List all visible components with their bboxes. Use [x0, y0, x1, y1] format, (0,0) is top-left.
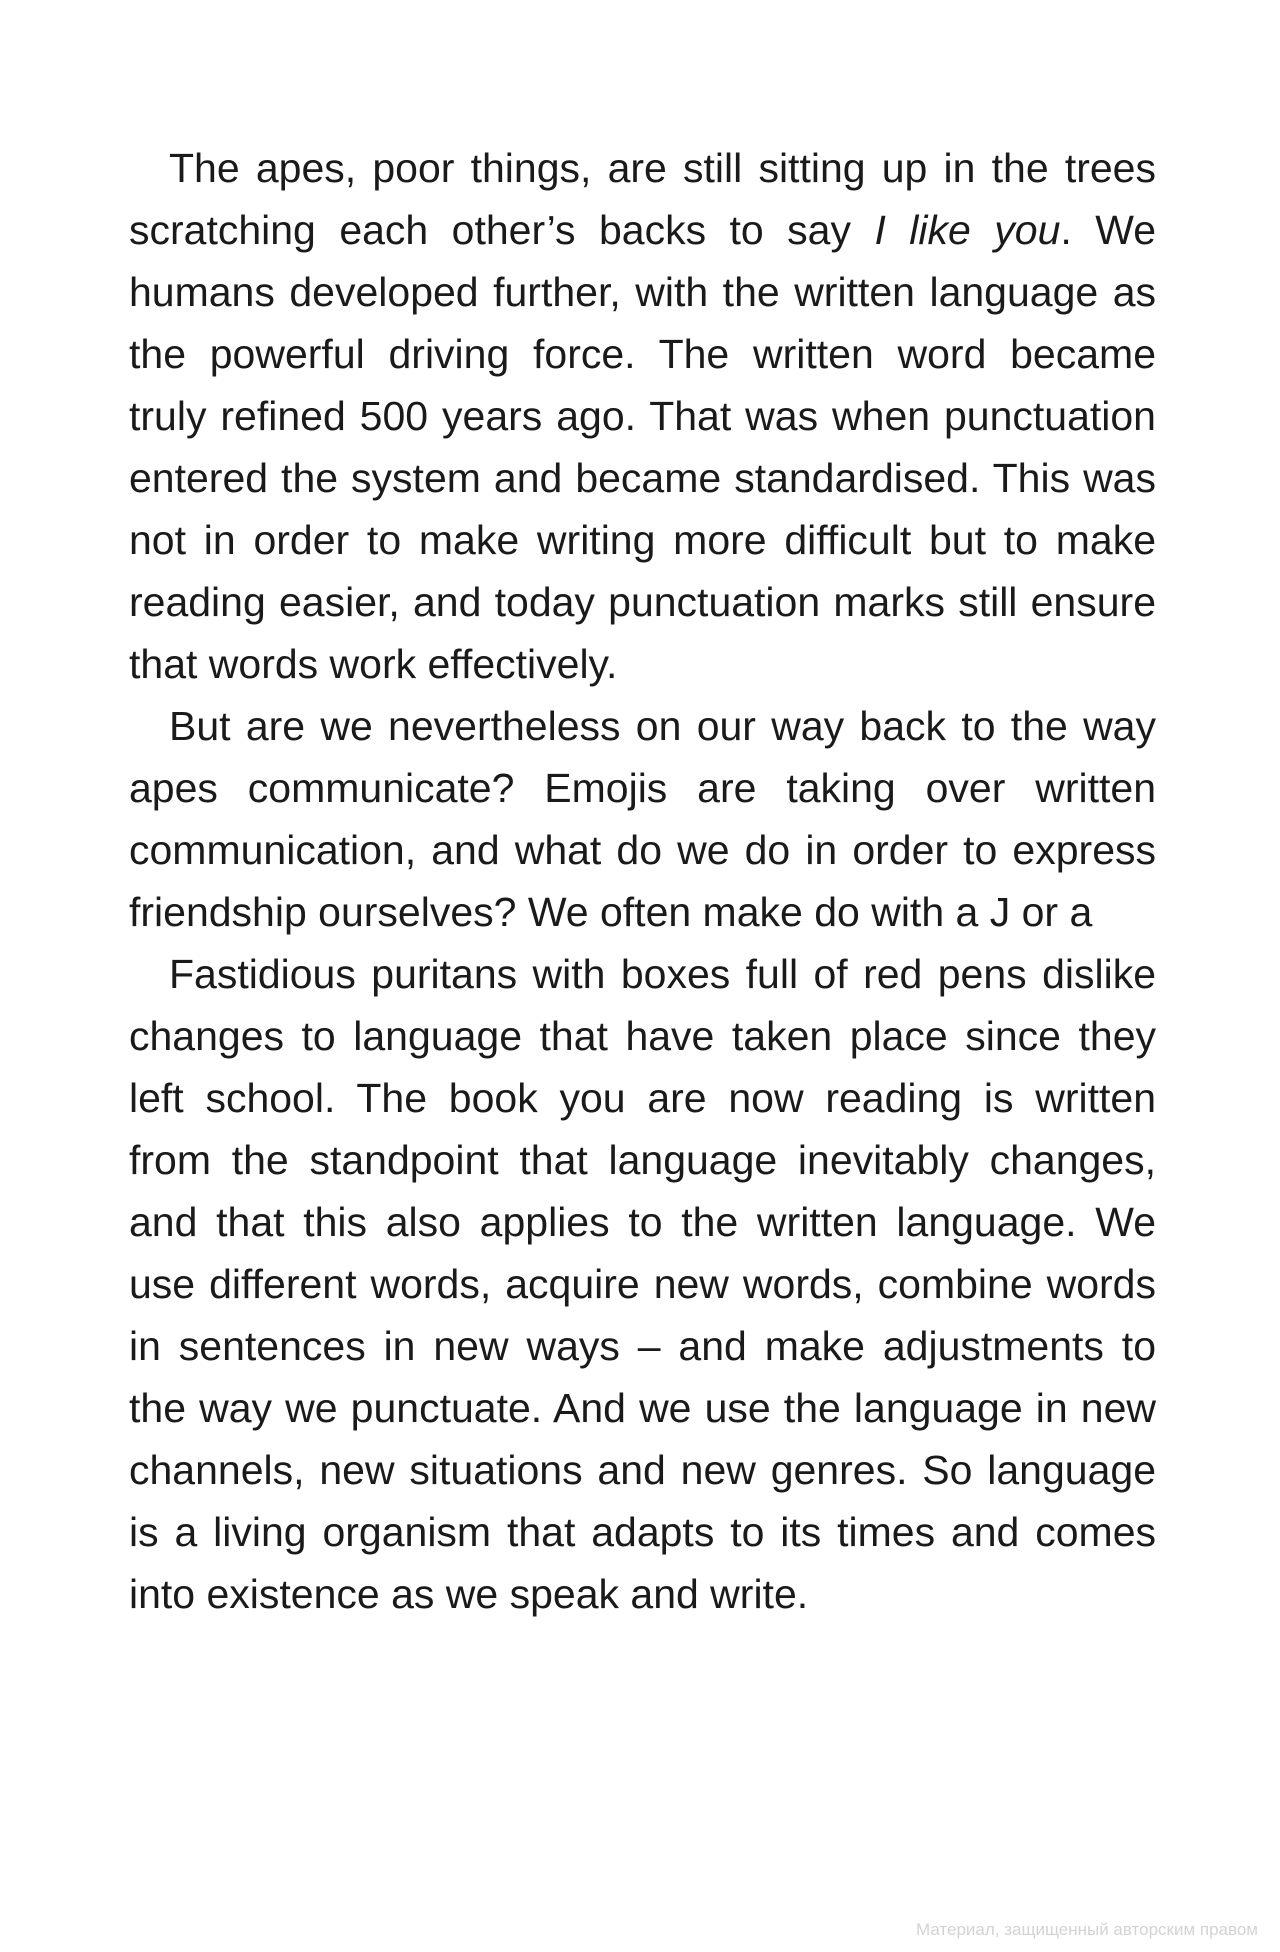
document-body — [129, 137, 1156, 1625]
paragraph-1-italic-phrase: I like you — [874, 207, 1061, 253]
paragraph-1-text-start: The apes, poor things, are still sitting up in the trees scratching each other’s backs to say — [129, 145, 1156, 253]
paragraph-2: But are we nevertheless on our way back to the way apes communicate? Emojis are taking over written communication, and what do we do in order to express friendship ourselves? We often make do with a J or a — [129, 703, 1156, 935]
paragraph-1-text-end: . We humans developed further, with the written language as the powerful driving force. The written word became truly refined 500 years ago. That was when punctuation entered the system and became standardised. This was not in order to make writing more difficult but to make reading easier, and today punctuation marks still ensure that words work effectively. — [129, 207, 1156, 687]
paragraph-3: Fastidious puritans with boxes full of red pens dislike changes to language that have taken place since they left school. The book you are now reading is written from the standpoint that language inevitably changes, and that this also applies to the written language. We use different words, acquire new words, combine words in sentences in new ways – and make adjustments to the way we punctuate. And we use the language in new channels, new situations and new genres. So language is a living organism that adapts to its times and comes into existence as we speak and write. — [129, 951, 1156, 1617]
paragraph-1 — [129, 137, 1156, 695]
copyright-watermark: Материал, защищенный авторским правом — [915, 1920, 1258, 1939]
